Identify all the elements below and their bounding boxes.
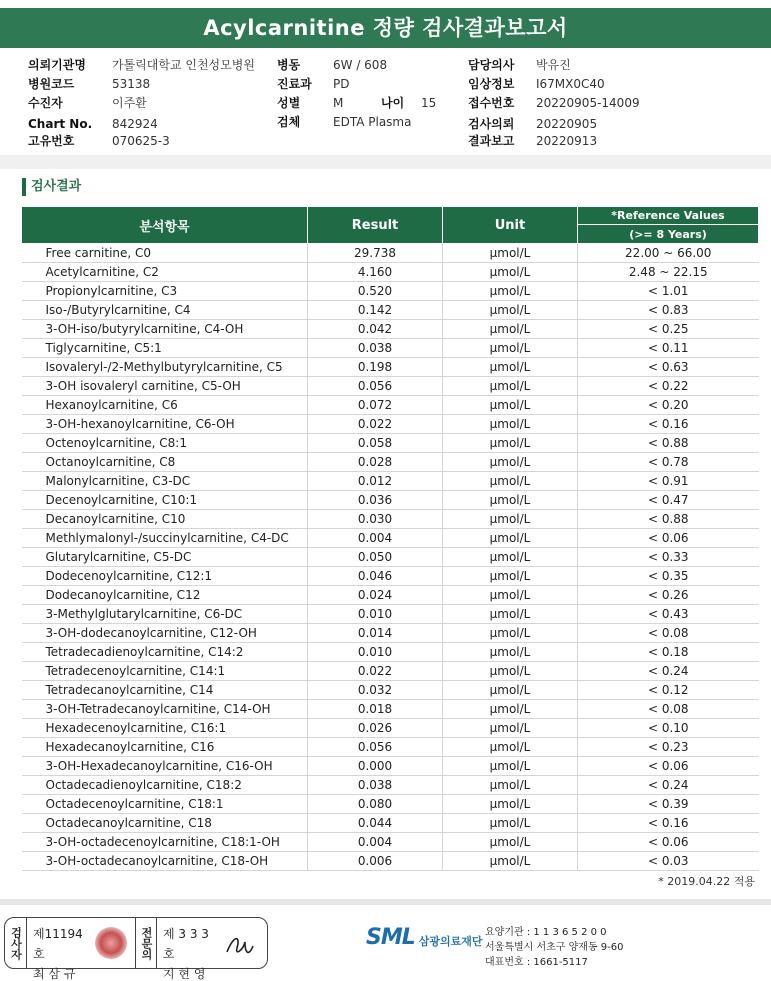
- header-chart: [28, 116, 158, 132]
- age-label: 나이: [381, 96, 405, 110]
- cell-item: Tetradecenoylcarnitine, C14:1: [22, 662, 308, 681]
- dept-value: PD: [333, 77, 350, 91]
- table-row: [22, 491, 759, 510]
- header-divider: [0, 155, 771, 169]
- cell-unit: μmol/L: [443, 814, 578, 833]
- cell-result: 0.056: [308, 738, 443, 757]
- receipt-value: 20220905-14009: [536, 96, 640, 110]
- specialist-number: 제 3 3 3 호: [163, 927, 209, 961]
- table-row: [22, 700, 759, 719]
- cell-reference: < 0.22: [578, 377, 759, 396]
- cell-unit: μmol/L: [443, 301, 578, 320]
- cell-item: 3-OH-dodecanoylcarnitine, C12-OH: [22, 624, 308, 643]
- org-info: [485, 925, 624, 970]
- cell-item: 3-OH isovaleryl carnitine, C5-OH: [22, 377, 308, 396]
- report-date-value: 20220913: [536, 134, 598, 148]
- cell-result: 0.520: [308, 282, 443, 301]
- cell-unit: μmol/L: [443, 415, 578, 434]
- table-row: [22, 795, 759, 814]
- patient-label: 수진자: [28, 96, 63, 110]
- header-institution: [28, 57, 255, 73]
- cell-reference: < 0.12: [578, 681, 759, 700]
- table-row: [22, 605, 759, 624]
- cell-result: 29.738: [308, 244, 443, 263]
- cell-reference: < 0.06: [578, 833, 759, 852]
- cell-reference: < 0.25: [578, 320, 759, 339]
- cell-item: 3-OH-Hexadecanoylcarnitine, C16-OH: [22, 757, 308, 776]
- cell-reference: < 0.24: [578, 662, 759, 681]
- cell-item: Octadecanoylcarnitine, C18: [22, 814, 308, 833]
- institution-value: 가톨릭대학교 인천성모병원: [112, 58, 255, 72]
- cell-result: 0.004: [308, 833, 443, 852]
- unique-value: 070625-3: [112, 134, 170, 148]
- examiner-number: 제11194호: [33, 927, 83, 961]
- header-receipt: [468, 95, 640, 111]
- cell-item: 3-OH-iso/butyrylcarnitine, C4-OH: [22, 320, 308, 339]
- cell-unit: μmol/L: [443, 757, 578, 776]
- cell-reference: < 0.10: [578, 719, 759, 738]
- cell-unit: μmol/L: [443, 377, 578, 396]
- sml-logo: [366, 925, 483, 950]
- clinical-value: I67MX0C40: [536, 77, 605, 91]
- cell-result: 0.026: [308, 719, 443, 738]
- header-report-date: [468, 133, 597, 149]
- cell-unit: μmol/L: [443, 339, 578, 358]
- cell-item: Octadecenoylcarnitine, C18:1: [22, 795, 308, 814]
- cell-reference: < 1.01: [578, 282, 759, 301]
- cell-result: 0.010: [308, 643, 443, 662]
- table-row: [22, 719, 759, 738]
- cell-unit: μmol/L: [443, 453, 578, 472]
- table-row: [22, 643, 759, 662]
- table-row: [22, 358, 759, 377]
- cell-item: Hexadecenoylcarnitine, C16:1: [22, 719, 308, 738]
- cell-reference: < 0.03: [578, 852, 759, 871]
- hospital-code-label: 병원코드: [28, 77, 75, 91]
- table-row: [22, 738, 759, 757]
- cell-reference: < 0.39: [578, 795, 759, 814]
- cell-item: Propionylcarnitine, C3: [22, 282, 308, 301]
- cell-item: Dodecanoylcarnitine, C12: [22, 586, 308, 605]
- cell-unit: μmol/L: [443, 282, 578, 301]
- cell-unit: μmol/L: [443, 244, 578, 263]
- cell-item: Free carnitine, C0: [22, 244, 308, 263]
- cell-reference: < 0.88: [578, 510, 759, 529]
- results-body: [22, 244, 759, 871]
- table-row: [22, 757, 759, 776]
- cell-item: Hexanoylcarnitine, C6: [22, 396, 308, 415]
- header-doctor: [468, 57, 571, 73]
- cell-reference: < 0.33: [578, 548, 759, 567]
- footer-divider: [0, 899, 771, 905]
- cell-reference: < 0.06: [578, 757, 759, 776]
- cell-item: Isovaleryl-/2-Methylbutyrylcarnitine, C5: [22, 358, 308, 377]
- sex-label: 성별: [277, 96, 301, 110]
- cell-unit: μmol/L: [443, 738, 578, 757]
- cell-reference: 22.00 ~ 66.00: [578, 244, 759, 263]
- cell-unit: μmol/L: [443, 643, 578, 662]
- cell-reference: < 0.16: [578, 415, 759, 434]
- specimen-label: 검체: [277, 115, 301, 129]
- cell-unit: μmol/L: [443, 719, 578, 738]
- cell-item: Glutarylcarnitine, C5-DC: [22, 548, 308, 567]
- hospital-code-value: 53138: [112, 77, 151, 91]
- cell-result: 0.018: [308, 700, 443, 719]
- cell-result: 0.038: [308, 776, 443, 795]
- cell-reference: < 0.88: [578, 434, 759, 453]
- header-patient: [28, 95, 147, 111]
- table-row: [22, 510, 759, 529]
- cell-unit: μmol/L: [443, 320, 578, 339]
- cell-reference: < 0.08: [578, 624, 759, 643]
- cell-result: 0.022: [308, 415, 443, 434]
- cell-item: Tetradecadienoylcarnitine, C14:2: [22, 643, 308, 662]
- cell-result: 0.058: [308, 434, 443, 453]
- col-header-result: Result: [308, 207, 443, 244]
- results-table: [21, 206, 759, 871]
- cell-unit: μmol/L: [443, 529, 578, 548]
- cell-item: Octadecadienoylcarnitine, C18:2: [22, 776, 308, 795]
- cell-result: 0.142: [308, 301, 443, 320]
- cell-unit: μmol/L: [443, 396, 578, 415]
- cell-item: Decenoylcarnitine, C10:1: [22, 491, 308, 510]
- cell-result: 0.000: [308, 757, 443, 776]
- cell-result: 0.080: [308, 795, 443, 814]
- ward-label: 병동: [277, 58, 301, 72]
- cell-result: 0.024: [308, 586, 443, 605]
- request-date-label: 검사의뢰: [468, 117, 515, 131]
- table-row: [22, 377, 759, 396]
- cell-unit: μmol/L: [443, 263, 578, 282]
- examiner-info: [27, 918, 89, 981]
- dept-label: 진료과: [277, 77, 312, 91]
- header-ward: [277, 57, 387, 73]
- cell-result: 0.006: [308, 852, 443, 871]
- cell-item: 3-OH-octadecanoylcarnitine, C18-OH: [22, 852, 308, 871]
- cell-reference: < 0.06: [578, 529, 759, 548]
- cell-unit: μmol/L: [443, 700, 578, 719]
- doctor-label: 담당의사: [468, 58, 515, 72]
- cell-result: 0.050: [308, 548, 443, 567]
- table-row: [22, 833, 759, 852]
- signature-icon: [223, 926, 257, 966]
- cell-unit: μmol/L: [443, 662, 578, 681]
- table-row: [22, 472, 759, 491]
- table-row: [22, 244, 759, 263]
- cell-unit: μmol/L: [443, 776, 578, 795]
- report-title: Acylcarnitine 정량 검사결과보고서: [0, 8, 771, 48]
- report-date-label: 결과보고: [468, 134, 515, 148]
- cell-reference: < 0.11: [578, 339, 759, 358]
- cell-result: 0.056: [308, 377, 443, 396]
- table-row: [22, 263, 759, 282]
- cell-unit: μmol/L: [443, 586, 578, 605]
- doctor-value: 박유진: [536, 58, 571, 72]
- cell-result: 0.198: [308, 358, 443, 377]
- cell-item: 3-OH-octadecenoylcarnitine, C18:1-OH: [22, 833, 308, 852]
- specialist-label-text: 전문의: [140, 926, 153, 960]
- cell-unit: μmol/L: [443, 358, 578, 377]
- cell-unit: μmol/L: [443, 605, 578, 624]
- cell-reference: < 0.91: [578, 472, 759, 491]
- cell-item: Iso-/Butyrylcarnitine, C4: [22, 301, 308, 320]
- cell-reference: < 0.16: [578, 814, 759, 833]
- cell-reference: < 0.18: [578, 643, 759, 662]
- examiner-label-text: 검사자: [9, 926, 23, 960]
- header-hospital-code: [28, 76, 150, 92]
- specialist-name: 지 현 영: [163, 967, 206, 981]
- cell-result: 0.038: [308, 339, 443, 358]
- cell-result: 0.072: [308, 396, 443, 415]
- table-row: [22, 415, 759, 434]
- cell-unit: μmol/L: [443, 852, 578, 871]
- specialist-info: [157, 918, 223, 981]
- header-request-date: [468, 116, 597, 132]
- header-specimen: [277, 114, 411, 130]
- cell-item: Tiglycarnitine, C5:1: [22, 339, 308, 358]
- table-row: [22, 681, 759, 700]
- patient-value: 이주환: [112, 96, 147, 110]
- cell-unit: μmol/L: [443, 624, 578, 643]
- table-row: [22, 301, 759, 320]
- cell-unit: μmol/L: [443, 434, 578, 453]
- cell-result: 0.032: [308, 681, 443, 700]
- table-row: [22, 434, 759, 453]
- cell-item: Malonylcarnitine, C3-DC: [22, 472, 308, 491]
- cell-reference: < 0.20: [578, 396, 759, 415]
- cell-result: 0.044: [308, 814, 443, 833]
- sml-logo-name: 삼광의료재단: [418, 934, 483, 948]
- table-row: [22, 529, 759, 548]
- institution-label: 의뢰기관명: [28, 58, 86, 72]
- header-sex-age: [277, 95, 436, 111]
- cell-item: 3-OH-Tetradecanoylcarnitine, C14-OH: [22, 700, 308, 719]
- cell-unit: μmol/L: [443, 681, 578, 700]
- chart-value: 842924: [112, 117, 158, 131]
- cell-result: 0.046: [308, 567, 443, 586]
- col-header-unit: Unit: [443, 207, 578, 244]
- table-row: [22, 567, 759, 586]
- cell-item: Acetylcarnitine, C2: [22, 263, 308, 282]
- chart-label: Chart No.: [28, 117, 93, 131]
- applied-note: * 2019.04.22 적용: [658, 875, 755, 888]
- table-row: [22, 776, 759, 795]
- org-address: 서울특별시 서초구 양재동 9-60: [485, 942, 624, 953]
- examiner-label: [5, 918, 27, 968]
- cell-item: Hexadecanoylcarnitine, C16: [22, 738, 308, 757]
- ward-value: 6W / 608: [333, 58, 388, 72]
- cell-result: 0.042: [308, 320, 443, 339]
- sex-value: M: [333, 96, 344, 110]
- examiner-name: 최 삼 규: [33, 967, 76, 981]
- table-row: [22, 662, 759, 681]
- examiner-seal-icon: [95, 927, 127, 959]
- cell-reference: < 0.78: [578, 453, 759, 472]
- cell-unit: μmol/L: [443, 548, 578, 567]
- clinical-label: 임상정보: [468, 77, 515, 91]
- cell-result: 0.010: [308, 605, 443, 624]
- cell-reference: < 0.83: [578, 301, 759, 320]
- cell-result: 0.014: [308, 624, 443, 643]
- cell-reference: < 0.23: [578, 738, 759, 757]
- table-row: [22, 852, 759, 871]
- cell-reference: < 0.63: [578, 358, 759, 377]
- cell-unit: μmol/L: [443, 510, 578, 529]
- cell-reference: < 0.08: [578, 700, 759, 719]
- table-row: [22, 548, 759, 567]
- cell-item: 3-Methylglutarylcarnitine, C6-DC: [22, 605, 308, 624]
- cell-reference: < 0.26: [578, 586, 759, 605]
- cell-item: Methlymalonyl-/succinylcarnitine, C4-DC: [22, 529, 308, 548]
- cell-result: 0.030: [308, 510, 443, 529]
- age-value: 15: [421, 96, 437, 110]
- cell-reference: < 0.35: [578, 567, 759, 586]
- cell-reference: < 0.43: [578, 605, 759, 624]
- cell-result: 4.160: [308, 263, 443, 282]
- col-header-item: 분석항목: [22, 207, 308, 244]
- cell-item: Tetradecanoylcarnitine, C14: [22, 681, 308, 700]
- header-clinical: [468, 76, 605, 92]
- section-title: 검사결과: [22, 178, 81, 196]
- unique-label: 고유번호: [28, 134, 75, 148]
- org-code: 요양기관 : 1 1 3 6 5 2 0 0: [485, 927, 607, 938]
- cell-result: 0.028: [308, 453, 443, 472]
- cell-item: Decanoylcarnitine, C10: [22, 510, 308, 529]
- cell-result: 0.004: [308, 529, 443, 548]
- cell-reference: 2.48 ~ 22.15: [578, 263, 759, 282]
- table-row: [22, 453, 759, 472]
- table-row: [22, 624, 759, 643]
- request-date-value: 20220905: [536, 117, 598, 131]
- cell-item: Octenoylcarnitine, C8:1: [22, 434, 308, 453]
- col-header-reference: *Reference Values: [578, 207, 759, 225]
- table-row: [22, 320, 759, 339]
- col-header-reference-age: (>= 8 Years): [578, 225, 759, 244]
- table-row: [22, 396, 759, 415]
- org-phone: 대표번호 : 1661-5117: [485, 957, 588, 968]
- cell-reference: < 0.24: [578, 776, 759, 795]
- table-row: [22, 339, 759, 358]
- specialist-label: [135, 918, 157, 968]
- cell-item: 3-OH-hexanoylcarnitine, C6-OH: [22, 415, 308, 434]
- sml-logo-mark: SML: [366, 925, 415, 950]
- specimen-value: EDTA Plasma: [333, 115, 412, 129]
- receipt-label: 접수번호: [468, 96, 515, 110]
- cell-unit: μmol/L: [443, 795, 578, 814]
- cell-result: 0.012: [308, 472, 443, 491]
- cell-unit: μmol/L: [443, 833, 578, 852]
- table-row: [22, 282, 759, 301]
- signature-box: [4, 917, 268, 981]
- cell-reference: < 0.47: [578, 491, 759, 510]
- cell-unit: μmol/L: [443, 472, 578, 491]
- cell-result: 0.022: [308, 662, 443, 681]
- table-row: [22, 814, 759, 833]
- cell-unit: μmol/L: [443, 491, 578, 510]
- cell-item: Dodecenoylcarnitine, C12:1: [22, 567, 308, 586]
- cell-unit: μmol/L: [443, 567, 578, 586]
- cell-item: Octanoylcarnitine, C8: [22, 453, 308, 472]
- header-dept: [277, 76, 349, 92]
- cell-result: 0.036: [308, 491, 443, 510]
- table-row: [22, 586, 759, 605]
- header-unique: [28, 133, 170, 149]
